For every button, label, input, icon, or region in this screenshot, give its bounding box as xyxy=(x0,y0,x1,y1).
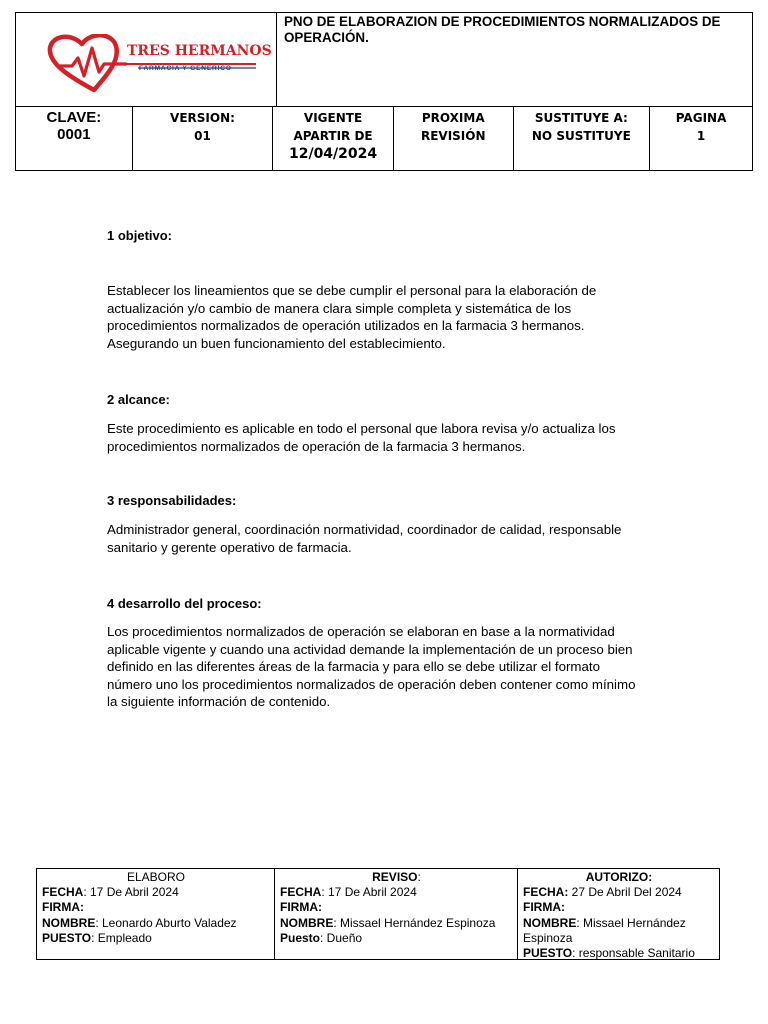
vigente-cell xyxy=(273,107,394,171)
autorizo-puesto xyxy=(523,946,715,961)
autorizo-nombre xyxy=(523,916,715,946)
version-label: VERSION: xyxy=(170,111,235,125)
autorizo-heading: AUTORIZO: xyxy=(585,870,653,884)
pagina-value: 1 xyxy=(696,129,706,143)
clave-value: 0001 xyxy=(57,126,91,143)
vigente-label-2: APARTIR DE xyxy=(293,129,373,143)
nombre-value: : Missael Hernández Espinoza xyxy=(333,915,496,930)
document-title: PNO DE ELABORAZION DE PROCEDIMIENTOS NORMALIZADOS DE OPERACIÓN. xyxy=(284,14,721,45)
vigente-value: 12/04/2024 xyxy=(288,146,378,162)
fecha-label: FECHA xyxy=(280,885,322,900)
section-heading-responsabilidades: 3 responsabilidades: xyxy=(107,493,237,508)
elaboro-nombre xyxy=(42,916,270,931)
elaboro-heading: ELABORO xyxy=(126,870,186,884)
autorizo-firma xyxy=(523,900,715,915)
reviso-firma xyxy=(280,900,513,915)
firma-label: FIRMA: xyxy=(523,900,565,915)
proxima-label-2: REVISIÓN xyxy=(420,129,486,143)
elaboro-fecha xyxy=(42,885,270,900)
section-text-responsabilidades: Administrador general, coordinación normatividad, coordinador de calidad, responsable sanitario y gerente operativo de farmacia. xyxy=(107,522,622,555)
elaboro-column xyxy=(37,869,275,959)
puesto-label: PUESTO xyxy=(42,930,92,945)
puesto-label: Puesto xyxy=(280,930,321,945)
autorizo-column xyxy=(518,869,719,959)
puesto-value: : Dueño xyxy=(320,930,363,945)
version-value: 01 xyxy=(194,129,211,143)
firma-label: FIRMA: xyxy=(280,900,322,915)
brand-name: TRES HERMANOS xyxy=(127,43,272,59)
nombre-value: : Missael Hernández Espinoza xyxy=(523,915,686,945)
proxima-label-1: PROXIMA xyxy=(421,111,485,125)
section-text-desarrollo: Los procedimientos normalizados de operación se elaboran en base a la normatividad aplicable vigente y cuando una actividad demande la implementación de un proceso bien definido en las diferentes áreas de la farmacia y para ello se debe utilizar el formato número uno los procedimientos normalizados de operación deben contener como mínimo la siguiente información de contenido. xyxy=(107,624,636,710)
nombre-label: NOMBRE xyxy=(42,915,96,930)
reviso-heading-colon: : xyxy=(417,870,421,884)
sustituye-value: NO SUSTITUYE xyxy=(531,129,631,143)
sustituye-label: SUSTITUYE A: xyxy=(534,111,628,125)
firma-label: FIRMA: xyxy=(42,900,84,915)
fecha-value: 27 De Abril Del 2024 xyxy=(568,885,682,900)
puesto-value: : Empleado xyxy=(91,930,152,945)
elaboro-firma xyxy=(42,900,270,915)
clave-label: CLAVE: xyxy=(46,109,102,126)
fecha-value: : 17 De Abril 2024 xyxy=(83,885,179,900)
reviso-heading xyxy=(280,870,513,885)
puesto-value: : responsable Sanitario xyxy=(572,946,695,961)
reviso-column xyxy=(275,869,518,959)
proxima-revision-cell xyxy=(394,107,514,171)
signature-table xyxy=(36,868,720,960)
section-heading-alcance: 2 alcance: xyxy=(107,392,170,407)
reviso-heading-text: REVISO xyxy=(372,870,418,884)
elaboro-puesto xyxy=(42,931,270,946)
fecha-label: FECHA xyxy=(42,885,84,900)
puesto-label: PUESTO xyxy=(523,946,573,961)
section-heading-objetivo: 1 objetivo: xyxy=(107,228,173,243)
brand-subtitle: FARMACIA Y GENERICO xyxy=(139,65,232,72)
header-info-row xyxy=(16,106,752,171)
nombre-label: NOMBRE xyxy=(523,915,577,930)
fecha-value: : 17 De Abril 2024 xyxy=(321,885,417,900)
reviso-puesto xyxy=(280,931,513,946)
reviso-nombre xyxy=(280,916,513,931)
document-header-table xyxy=(15,12,753,171)
title-cell xyxy=(277,13,753,106)
nombre-label: NOMBRE xyxy=(280,915,334,930)
pagina-label: PAGINA xyxy=(675,111,727,125)
clave-cell xyxy=(16,107,133,171)
nombre-value: : Leonardo Aburto Valadez xyxy=(95,915,237,930)
vigente-label-1: VIGENTE xyxy=(303,111,363,125)
fecha-label: FECHA: xyxy=(523,885,569,900)
version-cell xyxy=(133,107,273,171)
section-heading-desarrollo: 4 desarrollo del proceso: xyxy=(107,596,262,611)
section-text-objetivo: Establecer los lineamientos que se debe cumplir el personal para la elaboración de actualización y/o cambio de manera clara simple completa y sistemática de los procedimientos normalizados de operación utilizados en la farmacia 3 hermanos. Asegurando un buen funcionamiento del establecimiento. xyxy=(107,283,597,351)
logo-cell xyxy=(16,13,277,106)
pagina-cell xyxy=(650,107,752,171)
autorizo-fecha xyxy=(523,885,715,900)
reviso-fecha xyxy=(280,885,513,900)
sustituye-cell xyxy=(514,107,651,171)
section-text-alcance: Este procedimiento es aplicable en todo el personal que labora revisa y/o actualiza los procedimientos normalizados de operación de la farmacia 3 hermanos. xyxy=(107,421,616,454)
